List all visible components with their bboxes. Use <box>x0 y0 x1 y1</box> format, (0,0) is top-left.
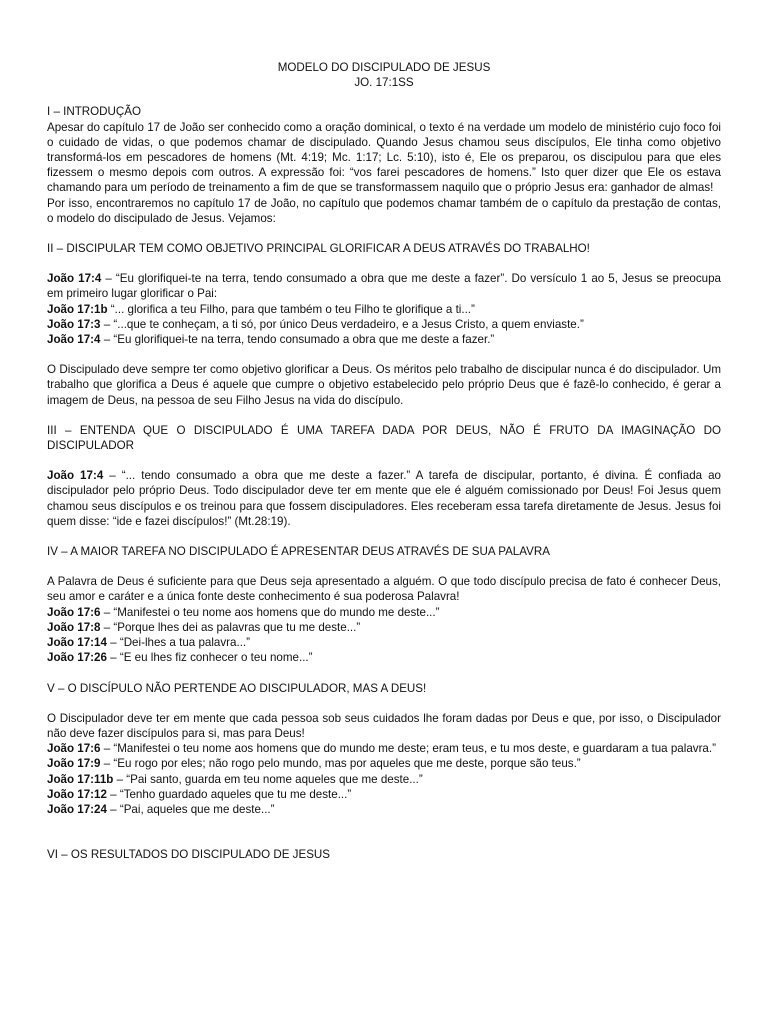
verse-line <box>47 741 721 756</box>
document-title: MODELO DO DISCIPULADO DE JESUS <box>277 61 491 74</box>
verse-text: – “Manifestei o teu nome aos homens que do mundo me deste; eram teus, e tu mos deste, e guardaram a tua palavra.” <box>100 742 716 756</box>
verse-line <box>47 756 721 771</box>
verse-line <box>47 772 721 787</box>
section-6-heading: VI – OS RESULTADOS DO DISCIPULADO DE JESUS <box>47 848 331 862</box>
verse-reference: João 17:4 <box>47 272 102 286</box>
verse-reference: João 17:8 <box>47 620 101 634</box>
section-1-paragraph-2: Por isso, encontraremos no capítulo 17 de João, no capítulo que podemos chamar também de o capítulo da prestação de contas, o modelo do discipulado de Jesus. Vejamos: <box>47 196 721 225</box>
verse-line <box>47 620 721 635</box>
verse-text: – “Pai santo, guarda em teu nome aqueles que me deste...” <box>113 772 423 786</box>
verse-text: – “Manifestei o teu nome aos homens que do mundo me deste...” <box>100 605 440 619</box>
verse-text: “... glorifica a teu Filho, para que também o teu Filho te glorifique a ti...” <box>107 302 475 316</box>
section-5-heading: V – O DISCÍPULO NÃO PERTENDE AO DISCIPULADOR, MAS A DEUS! <box>47 681 427 695</box>
verse-line <box>47 317 721 332</box>
verse-reference: João 17:6 <box>47 742 101 756</box>
verse-text: – “Eu rogo por eles; não rogo pelo mundo, mas por aqueles que me deste, porque são teus.” <box>100 757 581 771</box>
verse-line <box>47 635 721 650</box>
section-1-heading: I – INTRODUÇÃO <box>47 105 142 119</box>
verse-text: – “Eu glorifiquei-te na terra, tendo consumado a obra que me deste a fazer.” <box>100 333 495 347</box>
verse-line <box>47 468 721 529</box>
verse-line <box>47 802 721 817</box>
verse-reference: João 17:24 <box>47 802 107 816</box>
section-2-heading: II – DISCIPULAR TEM COMO OBJETIVO PRINCIPAL GLORIFICAR A DEUS ATRAVÉS DO TRABALHO! <box>47 242 590 256</box>
verse-reference: João 17:4 <box>47 333 101 347</box>
verse-reference: João 17:26 <box>47 651 107 665</box>
section-1-paragraph-1: Apesar do capítulo 17 de João ser conhecido como a oração dominical, o texto é na verdade um modelo de ministério cujo foco foi o cuidado de vidas, o que podemos chamar de discipulado. Quando Jesus chamou seus discípulos, Ele tinha como objetivo transformá-los em pescadores de homens (Mt. 4:19; Mc. 1:17; Lc. 5:10), isto é, Ele os preparou, os discipulou para que eles fizessem o mesmo depois com outros. A expressão foi: “vos farei pescadores de homens.” Isto quer dizer que Ele os estava chamando para um período de treinamento a fim de que se transformassem naquilo que o próprio Jesus era: ganhador de almas! <box>47 120 721 195</box>
verse-line <box>47 650 721 665</box>
verse-reference: João 17:12 <box>47 787 107 801</box>
verse-text: – “... tendo consumado a obra que me deste a fazer.” A tarefa de discipular, portanto, é divina. É confiada ao discipulador pelo próprio Deus. Todo discipulador deve ter em mente que ele é alguém comissionado por Deus! Foi Jesus quem chamou seus discípulos e os treinou para que fossem discipuladores. Eles receberam essa tarefa diretamente de Jesus. Jesus foi quem disse: “ide e fazei discípulos!” (Mt.28:19). <box>47 469 721 528</box>
section-4-heading: IV – A MAIOR TAREFA NO DISCIPULADO É APRESENTAR DEUS ATRAVÉS DE SUA PALAVRA <box>47 545 550 559</box>
verse-text: – “Eu glorifiquei-te na terra, tendo consumado a obra que me deste a fazer”. Do versículo 1 ao 5, Jesus se preocupa em primeiro lugar glorificar o Pai: <box>47 272 721 301</box>
verse-reference: João 17:14 <box>47 636 107 650</box>
verse-text: – “Pai, aqueles que me deste...” <box>106 802 275 816</box>
verse-line <box>47 605 721 620</box>
verse-text: – “E eu lhes fiz conhecer o teu nome...” <box>106 651 313 665</box>
verse-line <box>47 302 721 317</box>
verse-line <box>47 271 721 301</box>
verse-reference: João 17:1b <box>47 302 108 316</box>
verse-reference: João 17:4 <box>47 469 104 483</box>
verse-line <box>47 787 721 802</box>
section-5-paragraph: O Discipulador deve ter em mente que cada pessoa sob seus cuidados lhe foram dadas por Deus e que, por isso, o Discipulador não deve fazer discípulos para si, mas para Deus! <box>47 711 721 740</box>
section-4-paragraph: A Palavra de Deus é suficiente para que Deus seja apresentado a alguém. O que todo discípulo precisa de fato é conhecer Deus, seu amor e caráter e a única fonte deste conhecimento é sua poderosa Palavra! <box>47 575 721 604</box>
verse-reference: João 17:3 <box>47 317 101 331</box>
verse-line <box>47 332 721 347</box>
section-3-heading: III – ENTENDA QUE O DISCIPULADO É UMA TAREFA DADA POR DEUS, NÃO É FRUTO DA IMAGINAÇÃO DO DISCIPULADOR <box>47 423 721 453</box>
section-2-paragraph: O Discipulado deve sempre ter como objetivo glorificar a Deus. Os méritos pelo trabalho de discipular nunca é do discipulador. Um trabalho que glorifica a Deus é aquele que cumpre o objetivo estabelecido pelo próprio Deus que é fazê-lo conhecido, é gerar a imagem de Deus, na pessoa de seu Filho Jesus na vida do discípulo. <box>47 363 721 407</box>
verse-text: – “Dei-lhes a tua palavra...” <box>106 636 250 650</box>
verse-reference: João 17:11b <box>47 772 114 786</box>
verse-text: – “Tenho guardado aqueles que tu me deste...” <box>106 787 352 801</box>
verse-reference: João 17:9 <box>47 757 101 771</box>
document-subtitle: JO. 17:1SS <box>354 76 414 90</box>
verse-text: – “Porque lhes dei as palavras que tu me deste...” <box>100 620 361 634</box>
verse-text: – “...que te conheçam, a ti só, por único Deus verdadeiro, e a Jesus Cristo, a quem enviaste.” <box>100 317 584 331</box>
verse-reference: João 17:6 <box>47 605 101 619</box>
